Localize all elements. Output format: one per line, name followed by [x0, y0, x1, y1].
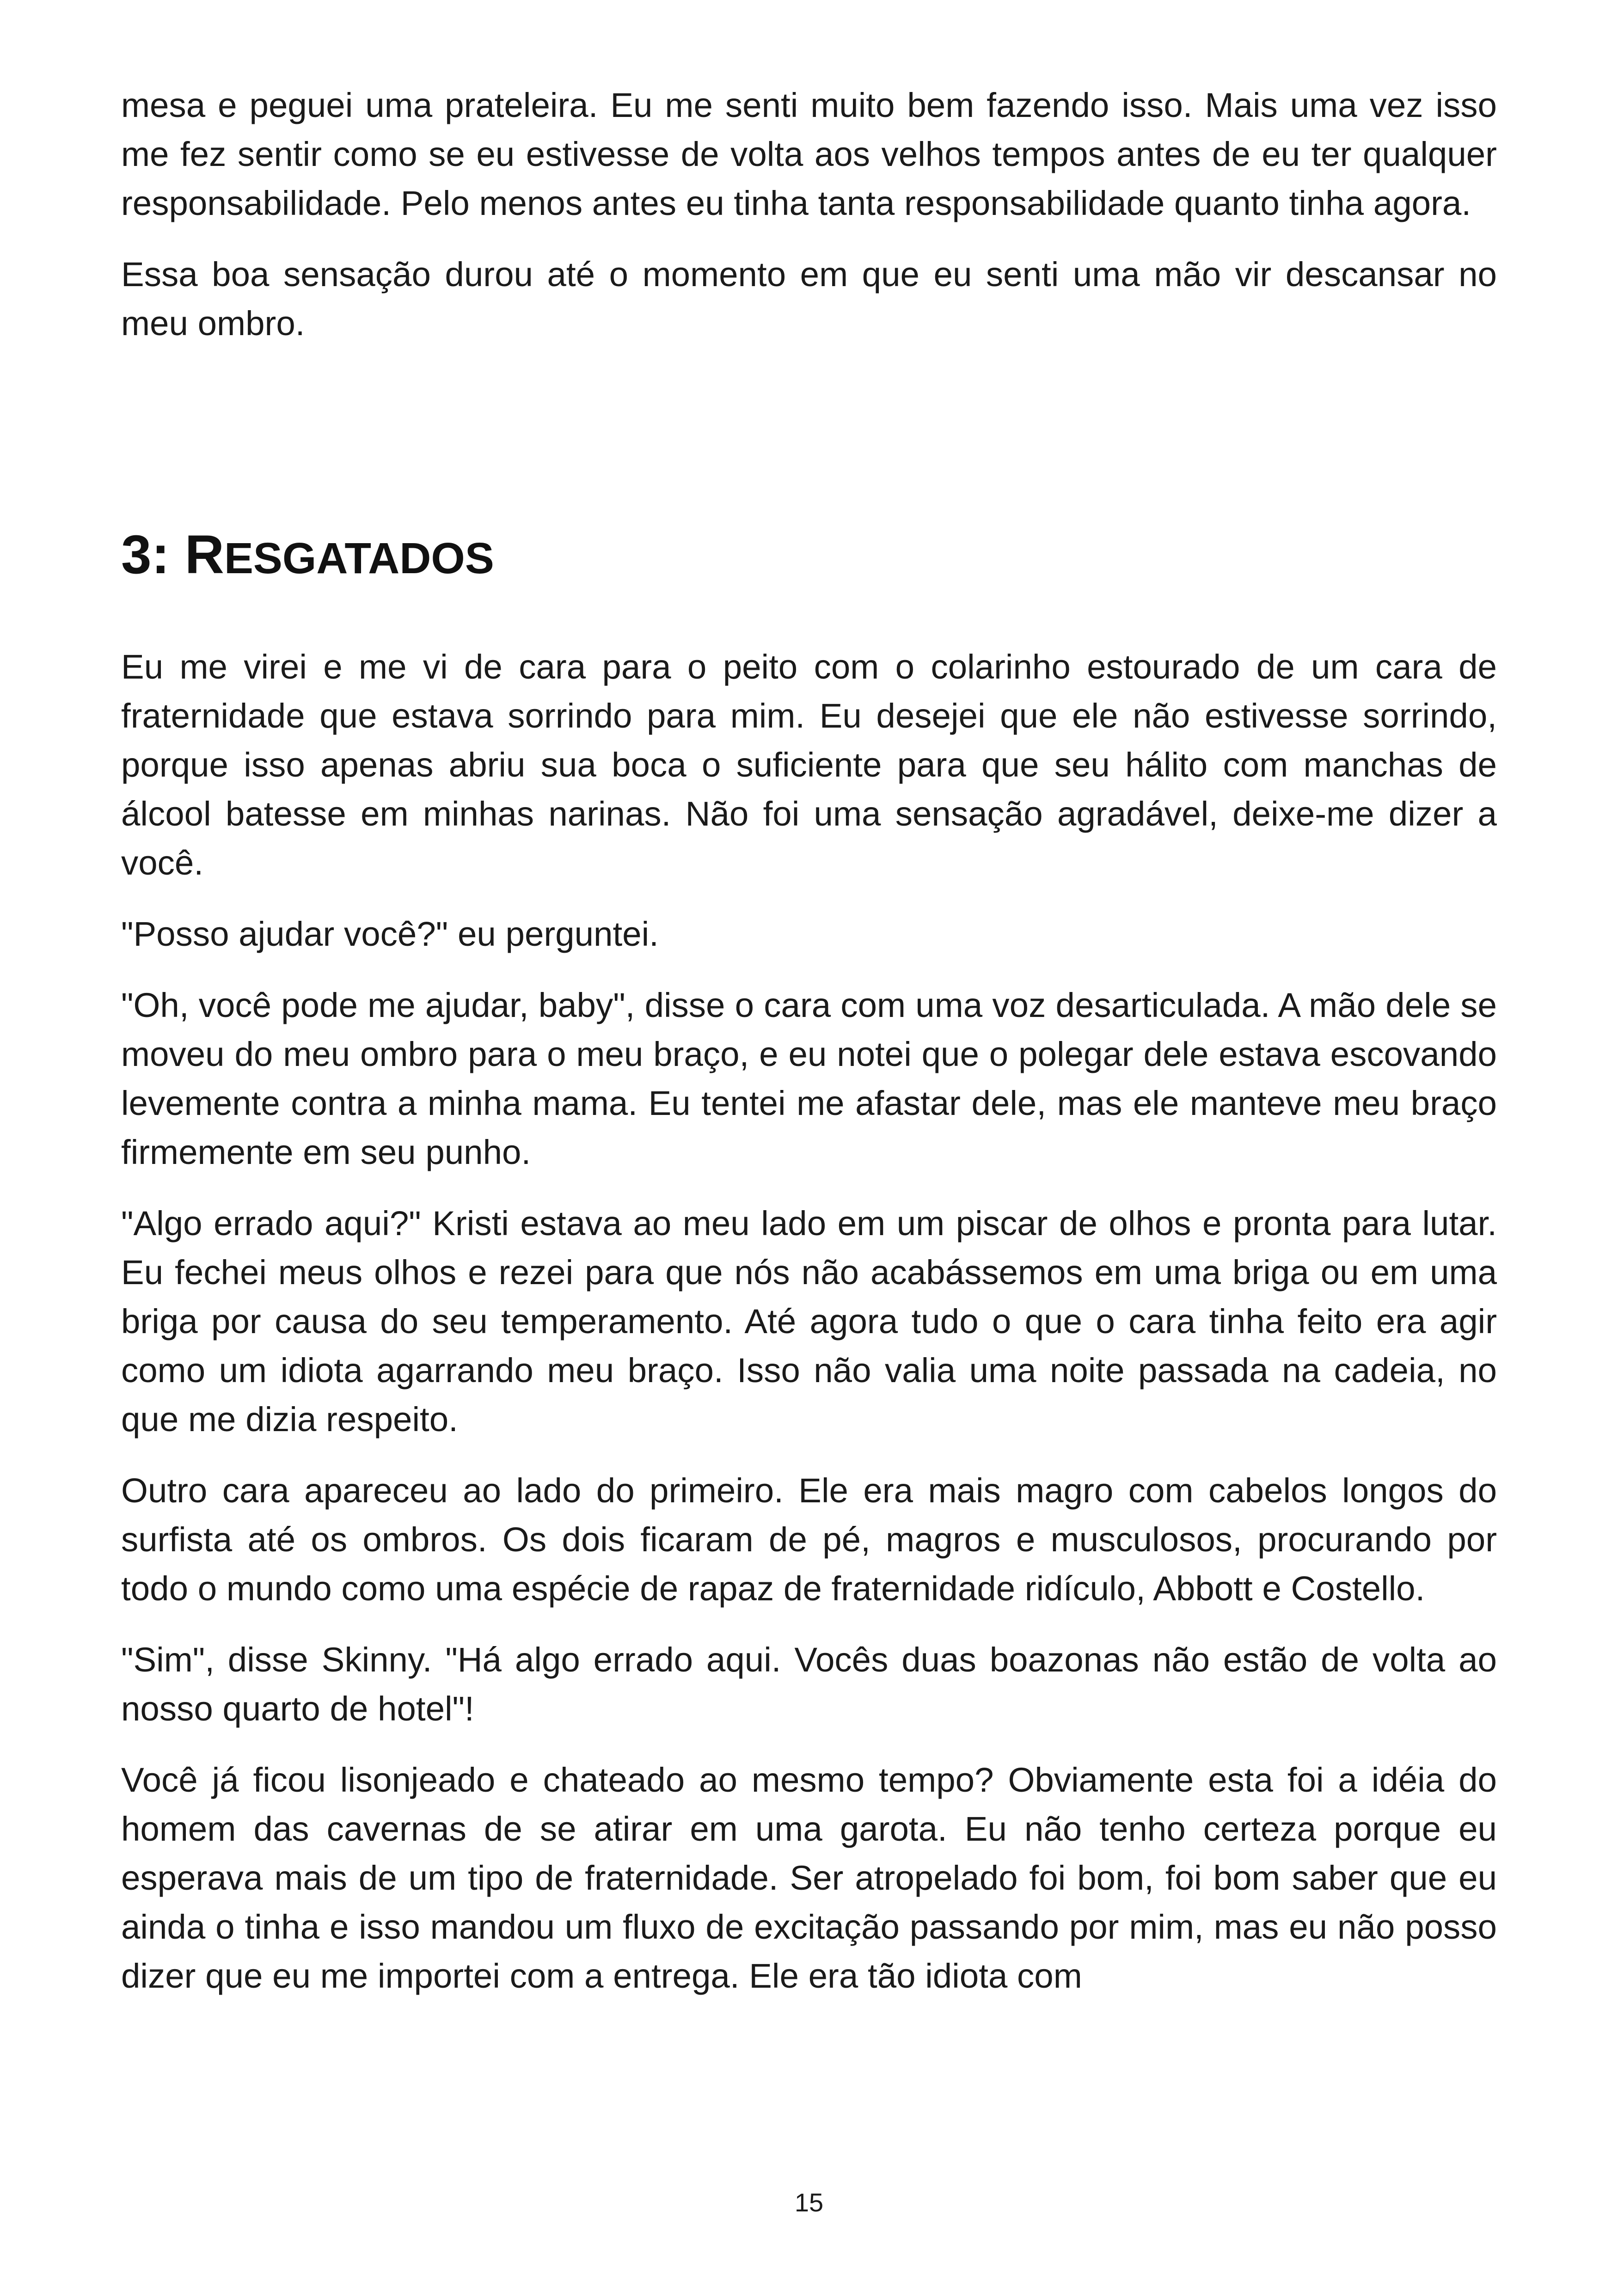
paragraph: "Sim", disse Skinny. "Há algo errado aqui. Vocês duas boazonas não estão de volta ao nosso quarto de hotel"! — [121, 1641, 1497, 1728]
chapter-heading — [121, 522, 494, 591]
paragraph: "Posso ajudar você?" eu perguntei. — [121, 915, 659, 953]
paragraph: Você já ficou lisonjeado e chateado ao mesmo tempo? Obviamente esta foi a idéia do homem das cavernas de se atirar em uma garota. Eu não tenho certeza porque eu esperava mais de um tipo de fraternidade. Ser atropelado foi bom, foi bom saber que eu ainda o tinha e isso mandou um fluxo de excitação passando por mim, mas eu não posso dizer que eu me importei com a entrega. Ele era tão idiota com — [121, 1761, 1497, 1995]
paragraph: Eu me virei e me vi de cara para o peito com o colarinho estourado de um cara de fraternidade que estava sorrindo para mim. Eu desejei que ele não estivesse sorrindo, porque isso apenas abriu sua boca o suficiente para que seu hálito com manchas de álcool batesse em minhas narinas. Não foi uma sensação agradável, deixe-me dizer a você. — [121, 648, 1497, 882]
chapter-title-rest: ESGATADOS — [224, 534, 494, 583]
page-body-top — [121, 81, 1497, 370]
paragraph: "Algo errado aqui?" Kristi estava ao meu lado em um piscar de olhos e pronta para lutar. Eu fechei meus olhos e rezei para que nós não acabássemos em uma briga ou em uma briga por causa do seu temperamento. Até agora tudo o que o cara tinha feito era agir como um idiota agarrando meu braço. Isso não valia uma noite passada na cadeia, no que me dizia respeito. — [121, 1204, 1497, 1439]
page-body-main — [121, 643, 1497, 2023]
chapter-number: 3: — [121, 524, 185, 585]
page-number: 15 — [794, 2188, 824, 2217]
paragraph: Essa boa sensação durou até o momento em que eu senti uma mão vir descansar no meu ombro. — [121, 255, 1497, 343]
paragraph: mesa e peguei uma prateleira. Eu me senti muito bem fazendo isso. Mais uma vez isso me fez sentir como se eu estivesse de volta aos velhos tempos antes de eu ter qualquer responsabilidade. Pelo menos antes eu tinha tanta responsabilidade quanto tinha agora. — [121, 86, 1497, 222]
paragraph: Outro cara apareceu ao lado do primeiro. Ele era mais magro com cabelos longos do surfista até os ombros. Os dois ficaram de pé, magros e musculosos, procurando por todo o mundo como uma espécie de rapaz de fraternidade ridículo, Abbott e Costello. — [121, 1471, 1497, 1608]
chapter-title-initial: R — [184, 524, 224, 585]
paragraph: "Oh, você pode me ajudar, baby", disse o cara com uma voz desarticulada. A mão dele se moveu do meu ombro para o meu braço, e eu notei que o polegar dele estava escovando levemente contra a minha mama. Eu tentei me afastar dele, mas ele manteve meu braço firmemente em seu punho. — [121, 986, 1497, 1171]
